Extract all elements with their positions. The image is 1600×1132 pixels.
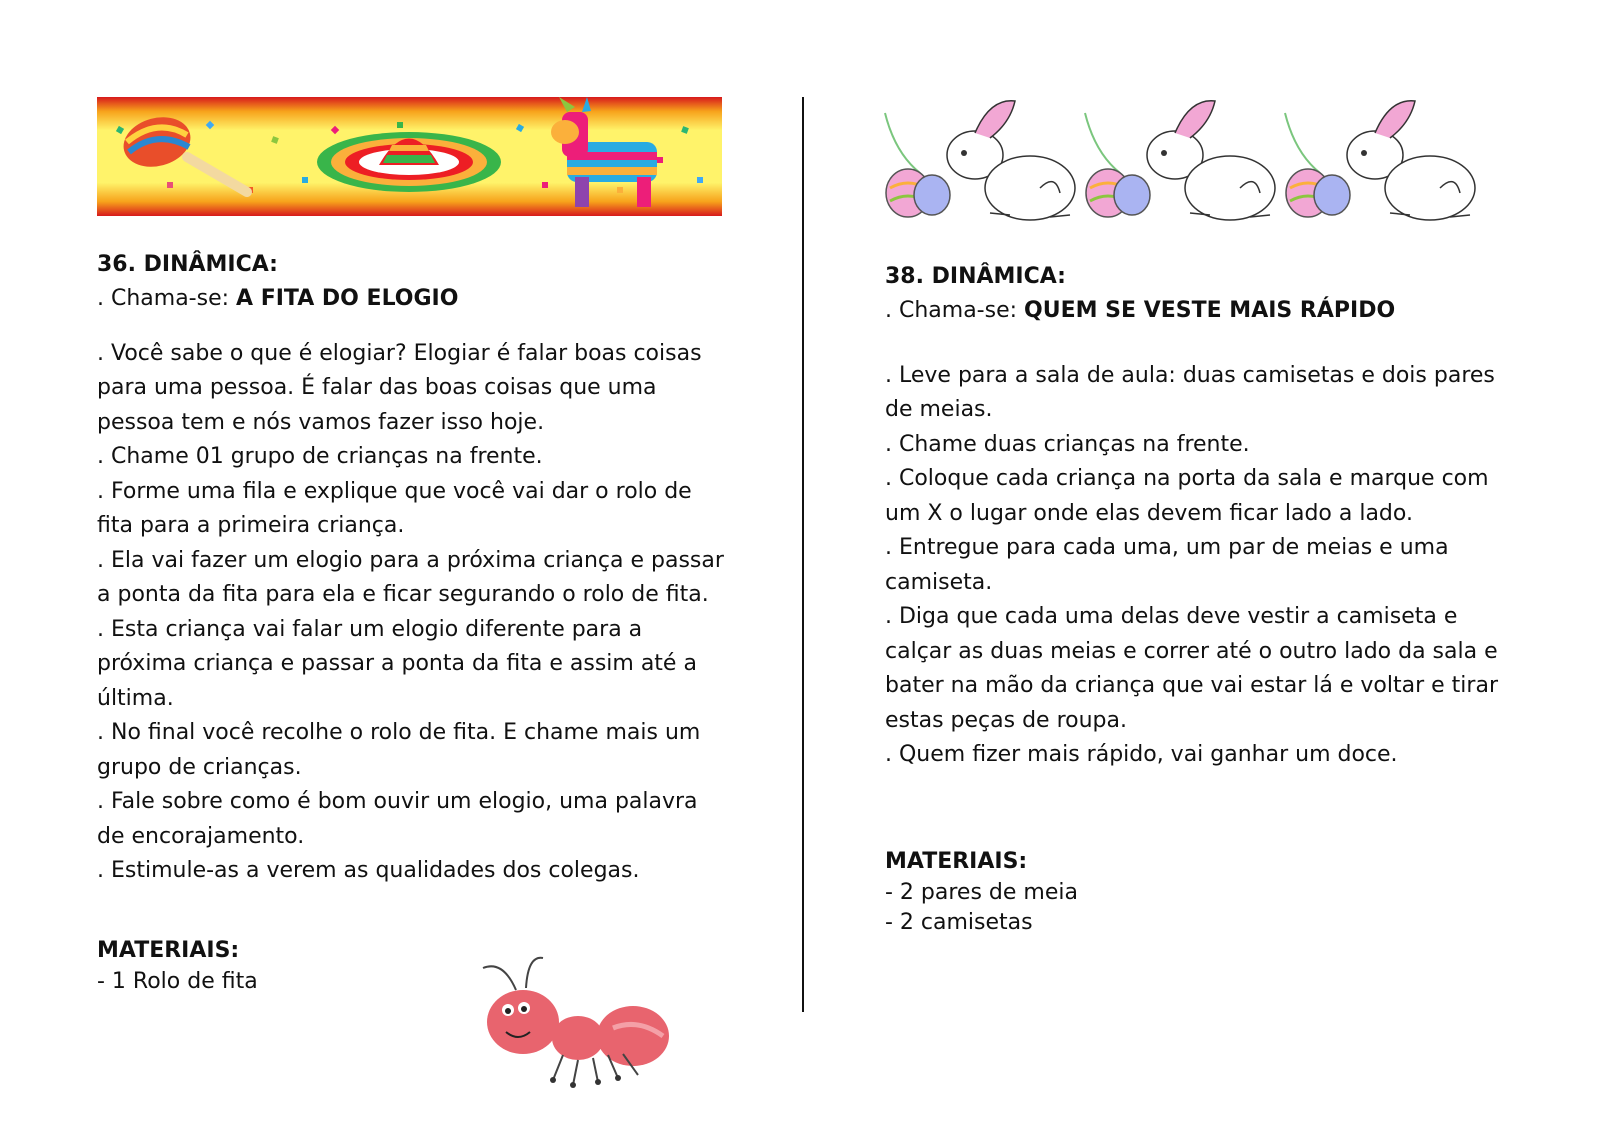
instruction-line: de meias. — [885, 397, 993, 422]
left-activity — [97, 248, 737, 889]
instruction-line: . Fale sobre como é bom ouvir um elogio, uma palavra — [97, 789, 698, 814]
instruction-line: . Forme uma fila e explique que você vai dar o rolo de — [97, 478, 692, 504]
instruction-line: última. — [97, 685, 174, 711]
left-activity-name: A FITA DO ELOGIO — [236, 286, 459, 311]
column-divider — [802, 97, 804, 1012]
instruction-line: de encorajamento. — [97, 823, 305, 849]
instruction-line: camiseta. — [885, 569, 993, 595]
instruction-line: . Leve para a sala de aula: duas camisetas e dois pares — [885, 362, 1495, 388]
right-materials — [885, 846, 1245, 938]
right-instructions — [885, 359, 1545, 773]
sombrero-icon — [317, 132, 501, 192]
instruction-line: . Estimule-as a verem as qualidades dos colegas. — [97, 858, 640, 883]
right-activity-name: QUEM SE VESTE MAIS RÁPIDO — [1024, 298, 1396, 323]
instruction-line: grupo de crianças. — [97, 754, 302, 780]
instruction-line: próxima criança e passar a ponta da fita e assim até a — [97, 651, 697, 676]
right-activity-title: 38. DINÂMICA: — [885, 264, 1066, 289]
left-instructions — [97, 337, 737, 889]
left-materials-title: MATERIAIS: — [97, 938, 240, 963]
left-name-prefix: . Chama-se: — [97, 286, 237, 311]
instruction-line: . Chame 01 grupo de crianças na frente. — [97, 444, 543, 469]
instruction-line: . Ela vai fazer um elogio para a próxima criança e passar — [97, 547, 724, 573]
right-materials-title: MATERIAIS: — [885, 849, 1028, 874]
instruction-line: calçar as duas meias e correr até o outro lado da sala e — [885, 638, 1498, 664]
ant-icon — [458, 950, 673, 1100]
instruction-line: a ponta da fita para ela e ficar segurando o rolo de fita. — [97, 582, 709, 607]
right-activity — [885, 260, 1545, 773]
instruction-line: . Entregue para cada uma, um par de meias e uma — [885, 535, 1449, 560]
left-materials — [97, 935, 457, 997]
instruction-line: . Chame duas crianças na frente. — [885, 431, 1250, 457]
left-activity-name-line — [97, 282, 737, 317]
bunny-banner-image — [880, 93, 1495, 228]
material-item: - 2 pares de meia — [885, 880, 1078, 905]
instruction-line: um X o lugar onde elas devem ficar lado a lado. — [885, 500, 1413, 526]
instruction-line: bater na mão da criança que vai estar lá e voltar e tirar — [885, 673, 1498, 698]
instruction-line: . Esta criança vai falar um elogio diferente para a — [97, 616, 643, 642]
material-item: - 1 Rolo de fita — [97, 969, 258, 994]
instruction-line: . Diga que cada uma delas deve vestir a camiseta e — [885, 604, 1458, 629]
bunny-icon — [885, 101, 1075, 220]
instruction-line: para uma pessoa. É falar das boas coisas que uma — [97, 375, 657, 400]
instruction-line: fita para a primeira criança. — [97, 513, 405, 538]
instruction-line: . Quem fizer mais rápido, vai ganhar um doce. — [885, 742, 1398, 767]
left-activity-title: 36. DINÂMICA: — [97, 252, 278, 277]
instruction-line: . Você sabe o que é elogiar? Elogiar é falar boas coisas — [97, 340, 702, 366]
instruction-line: . No final você recolhe o rolo de fita. E chame mais um — [97, 720, 701, 745]
instruction-line: pessoa tem e nós vamos fazer isso hoje. — [97, 409, 545, 435]
left-materials-list — [97, 967, 457, 997]
right-name-prefix: . Chama-se: — [885, 298, 1025, 323]
material-item: - 2 camisetas — [885, 910, 1033, 935]
right-materials-list — [885, 878, 1245, 938]
right-activity-name-line — [885, 294, 1545, 329]
instruction-line: estas peças de roupa. — [885, 707, 1127, 733]
fiesta-banner-image — [97, 97, 722, 216]
instruction-line: . Coloque cada criança na porta da sala e marque com — [885, 466, 1489, 491]
